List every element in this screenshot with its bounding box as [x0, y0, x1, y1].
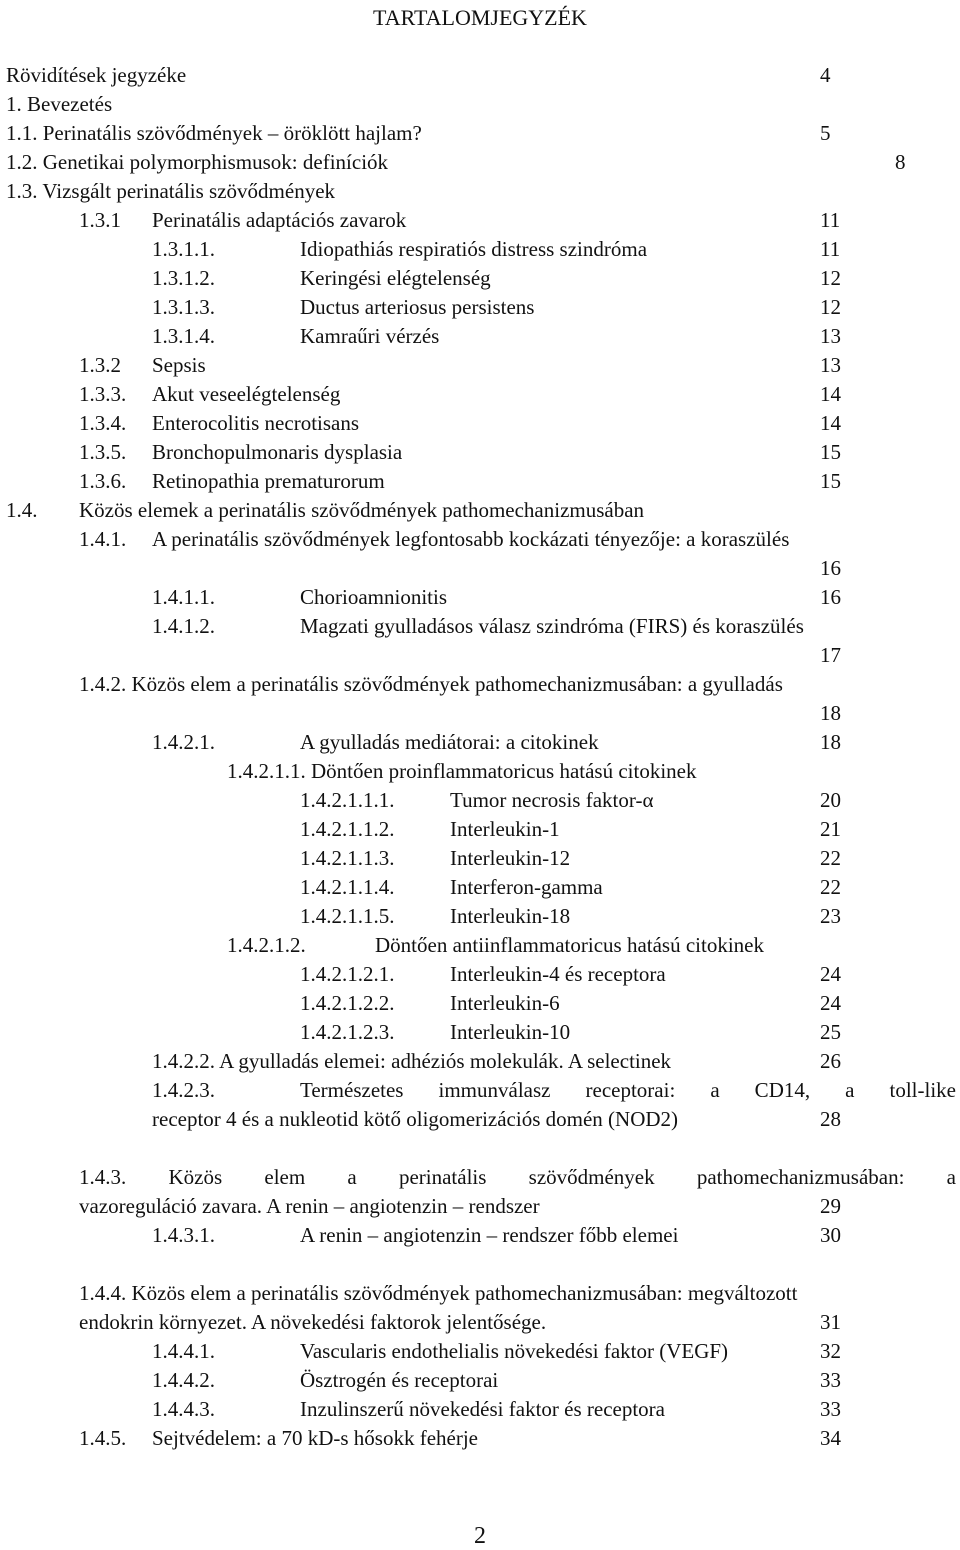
- toc-entry-text[interactable]: 1.4.3. Közös elem a perinatális szövődmények pathomechanizmusában: a: [79, 1165, 956, 1189]
- toc-entry-page: 30: [820, 1223, 841, 1247]
- toc-entry-number: 1.4.4.2.: [152, 1368, 215, 1392]
- toc-entry-text[interactable]: Tumor necrosis faktor-α: [450, 788, 654, 812]
- toc-entry-number: 1.4.: [6, 498, 38, 522]
- toc-entry-number: 1.4.2.1.2.: [227, 933, 306, 957]
- toc-entry-number: 1.3.5.: [79, 440, 127, 464]
- toc-entry-page: 33: [820, 1368, 841, 1392]
- toc-entry-text[interactable]: Sejtvédelem: a 70 kD-s hősokk fehérje: [152, 1426, 478, 1450]
- toc-entry-number: 1.3.1.3.: [152, 295, 215, 319]
- toc-entry-page: 16: [820, 556, 841, 580]
- toc-entry-text[interactable]: 1.4.2.2. A gyulladás elemei: adhéziós molekulák. A selectinek: [152, 1049, 672, 1073]
- toc-entry-page: 18: [820, 701, 841, 725]
- toc-entry-page: 14: [820, 411, 841, 435]
- toc-entry-text[interactable]: Interleukin-6: [450, 991, 560, 1015]
- toc-entry-text[interactable]: Interleukin-1: [450, 817, 560, 841]
- toc-entry-page: 12: [820, 266, 841, 290]
- toc-entry-page: 21: [820, 817, 841, 841]
- toc-entry-text[interactable]: Inzulinszerű növekedési faktor és receptora: [300, 1397, 665, 1421]
- toc-entry-text[interactable]: Vascularis endothelialis növekedési faktor (VEGF): [300, 1339, 729, 1363]
- toc-entry-page: 12: [820, 295, 841, 319]
- toc-entry-number: 1.4.1.1.: [152, 585, 215, 609]
- toc-entry-number: 1.4.2.1.1.2.: [300, 817, 395, 841]
- toc-entry-number: 1.3.1.4.: [152, 324, 215, 348]
- toc-entry-page: 24: [820, 991, 841, 1015]
- toc-entry-number: 1.4.2.1.2.1.: [300, 962, 395, 986]
- toc-entry-page: 26: [820, 1049, 841, 1073]
- toc-entry-page: 16: [820, 585, 841, 609]
- toc-entry-page: 15: [820, 440, 841, 464]
- toc-entry-text[interactable]: A perinatális szövődmények legfontosabb kockázati tényezője: a koraszülés: [152, 527, 790, 551]
- toc-entry-text-continued[interactable]: vazoreguláció zavara. A renin – angiotenzin – rendszer: [79, 1194, 540, 1218]
- toc-entry-text[interactable]: Magzati gyulladásos válasz szindróma (FIRS) és koraszülés: [300, 614, 804, 638]
- toc-entry-text[interactable]: Interferon-gamma: [450, 875, 603, 899]
- toc-entry-text[interactable]: A gyulladás mediátorai: a citokinek: [300, 730, 599, 754]
- toc-entry-text[interactable]: Ösztrogén és receptorai: [300, 1368, 499, 1392]
- toc-entry-page: 17: [820, 643, 841, 667]
- toc-entry-text[interactable]: 1.3. Vizsgált perinatális szövődmények: [6, 179, 336, 203]
- toc-entry-text[interactable]: Közös elemek a perinatális szövődmények pathomechanizmusában: [79, 498, 645, 522]
- toc-entry-page: 23: [820, 904, 841, 928]
- toc-entry-number: 1.4.2.1.1.5.: [300, 904, 395, 928]
- toc-entry-number: 1.4.3.1.: [152, 1223, 215, 1247]
- toc-title: TARTALOMJEGYZÉK: [373, 5, 587, 30]
- toc-entry-page: 28: [820, 1107, 841, 1131]
- toc-entry-text[interactable]: Rövidítések jegyzéke: [6, 63, 187, 87]
- toc-entry-page: 22: [820, 846, 841, 870]
- toc-entry-number: 1.4.2.1.: [152, 730, 215, 754]
- toc-entry-text[interactable]: Sepsis: [152, 353, 206, 377]
- toc-entry-text[interactable]: Interleukin-12: [450, 846, 571, 870]
- toc-entry-text[interactable]: Enterocolitis necrotisans: [152, 411, 360, 435]
- toc-entry-page: 11: [820, 208, 841, 232]
- toc-entry-number: 1.3.4.: [79, 411, 127, 435]
- toc-entry-text[interactable]: Kamraűri vérzés: [300, 324, 440, 348]
- toc-entry-text[interactable]: Keringési elégtelenség: [300, 266, 491, 290]
- toc-entry-number: 1.4.4.3.: [152, 1397, 215, 1421]
- toc-entry-number: 1.3.6.: [79, 469, 127, 493]
- toc-entry-page: 24: [820, 962, 841, 986]
- toc-entry-text[interactable]: 1. Bevezetés: [6, 92, 113, 116]
- toc-entry-number: 1.4.2.1.1.1.: [300, 788, 395, 812]
- toc-entry-page: 15: [820, 469, 841, 493]
- toc-entry-page: 22: [820, 875, 841, 899]
- toc-entry-page: 14: [820, 382, 841, 406]
- toc-entry-page: 29: [820, 1194, 841, 1218]
- toc-entry-number: 1.3.1.1.: [152, 237, 215, 261]
- toc-entry-text[interactable]: 1.1. Perinatális szövődmények – öröklött hajlam?: [6, 121, 422, 145]
- toc-entry-text[interactable]: Idiopathiás respiratiós distress szindróma: [300, 237, 648, 261]
- toc-entry-text[interactable]: Chorioamnionitis: [300, 585, 447, 609]
- toc-entry-text[interactable]: Interleukin-18: [450, 904, 571, 928]
- toc-entry-page: 31: [820, 1310, 841, 1334]
- toc-entry-page: 4: [820, 63, 831, 87]
- toc-entry-text[interactable]: 1.4.2. Közös elem a perinatális szövődmények pathomechanizmusában: a gyulladás: [79, 672, 783, 696]
- toc-entry-text[interactable]: Ductus arteriosus persistens: [300, 295, 535, 319]
- toc-entry-page: 13: [820, 353, 841, 377]
- toc-entry-number: 1.3.1: [79, 208, 121, 232]
- toc-entry-page: 32: [820, 1339, 841, 1363]
- toc-entry-text[interactable]: A renin – angiotenzin – rendszer főbb elemei: [300, 1223, 679, 1247]
- toc-entry-number: 1.3.3.: [79, 382, 127, 406]
- toc-entry-page: 11: [820, 237, 841, 261]
- toc-entry-text[interactable]: 1.4.4. Közös elem a perinatális szövődmények pathomechanizmusában: megváltozott: [79, 1281, 798, 1305]
- page-number: 2: [474, 1523, 486, 1549]
- toc-entry-page: 18: [820, 730, 841, 754]
- toc-entry-number: 1.4.5.: [79, 1426, 127, 1450]
- toc-entry-number: 1.4.1.: [79, 527, 127, 551]
- toc-entry-text-continued[interactable]: receptor 4 és a nukleotid kötő oligomerizációs domén (NOD2): [152, 1107, 679, 1131]
- toc-entry-page: 5: [820, 121, 831, 145]
- toc-entry-text[interactable]: Akut veseelégtelenség: [152, 382, 341, 406]
- toc-entry-text[interactable]: Interleukin-4 és receptora: [450, 962, 666, 986]
- toc-entry-number: 1.4.4.1.: [152, 1339, 215, 1363]
- toc-entry-number: 1.4.2.1.2.3.: [300, 1020, 395, 1044]
- toc-entry-text[interactable]: Bronchopulmonaris dysplasia: [152, 440, 403, 464]
- toc-entry-number: 1.4.1.2.: [152, 614, 215, 638]
- toc-entry-text[interactable]: Természetes immunválasz receptorai: a CD14, a toll-like: [300, 1078, 956, 1102]
- toc-entry-text[interactable]: 1.4.2.1.1. Döntően proinflammatoricus hatású citokinek: [227, 759, 697, 783]
- toc-entry-text[interactable]: 1.2. Genetikai polymorphismusok: definíciók: [6, 150, 389, 174]
- toc-entry-page: 13: [820, 324, 841, 348]
- toc-entry-page: 33: [820, 1397, 841, 1421]
- toc-entry-number: 1.4.2.3.: [152, 1078, 215, 1102]
- toc-entry-text[interactable]: Retinopathia prematurorum: [152, 469, 385, 493]
- toc-entry-text[interactable]: Döntően antiinflammatoricus hatású citokinek: [375, 933, 764, 957]
- toc-entry-text[interactable]: Interleukin-10: [450, 1020, 571, 1044]
- toc-entry-number: 1.3.1.2.: [152, 266, 215, 290]
- toc-entry-number: 1.3.2: [79, 353, 121, 377]
- toc-entry-page: 8: [895, 150, 906, 174]
- toc-entry-text[interactable]: Perinatális adaptációs zavarok: [152, 208, 407, 232]
- toc-entry-page: 34: [820, 1426, 841, 1450]
- toc-entry-text-continued[interactable]: endokrin környezet. A növekedési faktorok jelentősége.: [79, 1310, 547, 1334]
- toc-entry-number: 1.4.2.1.1.3.: [300, 846, 395, 870]
- toc-entry-number: 1.4.2.1.2.2.: [300, 991, 395, 1015]
- toc-entry-page: 20: [820, 788, 841, 812]
- toc-entry-page: 25: [820, 1020, 841, 1044]
- toc-entry-number: 1.4.2.1.1.4.: [300, 875, 395, 899]
